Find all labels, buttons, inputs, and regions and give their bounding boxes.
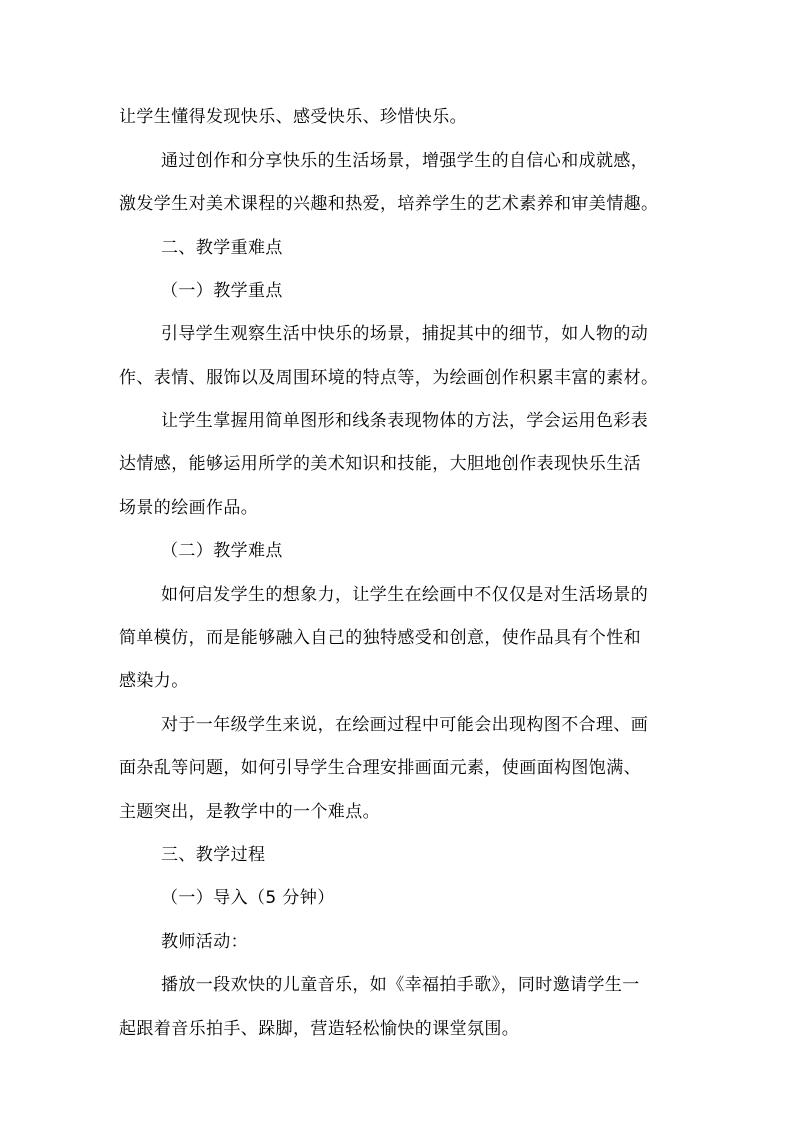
text-line: 激发学生对美术课程的兴趣和热爱，培养学生的艺术素养和审美情趣。 [119, 194, 659, 214]
text-line: 起跟着音乐拍手、跺脚，营造轻松愉快的课堂氛围。 [119, 1019, 520, 1039]
text-line: 达情感，能够运用所学的美术知识和技能，大胆地创作表现快乐生活 [119, 454, 641, 474]
text-line: 如何启发学生的想象力，让学生在绘画中不仅仅是对生活场景的 [161, 585, 649, 605]
text-line: 让学生懂得发现快乐、感受快乐、珍惜快乐。 [119, 107, 467, 127]
text-line: 引导学生观察生活中快乐的场景，捕捉其中的细节，如人物的动 [161, 324, 649, 344]
text-line: 通过创作和分享快乐的生活场景，增强学生的自信心和成就感， [161, 151, 649, 171]
text-line: 简单模仿，而是能够融入自己的独特感受和创意，使作品具有个性和 [119, 628, 641, 648]
subsection-heading: （二）教学难点 [161, 541, 283, 561]
text-line: 教师活动： [161, 932, 248, 952]
text-line: 作、表情、服饰以及周围环境的特点等，为绘画创作积累丰富的素材。 [119, 368, 659, 388]
subsection-heading: （一）教学重点 [161, 281, 283, 301]
text-line: 感染力。 [119, 671, 189, 691]
text-line: 对于一年级学生来说，在绘画过程中可能会出现构图不合理、画 [161, 715, 649, 735]
text-line: 面杂乱等问题，如何引导学生合理安排画面元素，使画面构图饱满、 [119, 758, 641, 778]
text-line: 让学生掌握用简单图形和线条表现物体的方法，学会运用色彩表 [161, 411, 649, 431]
section-heading: 二、教学重难点 [161, 238, 283, 258]
subsection-heading: （一）导入（5 分钟） [161, 888, 335, 908]
text-line: 播放一段欢快的儿童音乐，如《幸福拍手歌》，同时邀请学生一 [161, 975, 640, 995]
section-heading: 三、教学过程 [161, 845, 266, 865]
text-line: 主题突出，是教学中的一个难点。 [119, 802, 380, 822]
text-line: 场景的绘画作品。 [119, 498, 259, 518]
